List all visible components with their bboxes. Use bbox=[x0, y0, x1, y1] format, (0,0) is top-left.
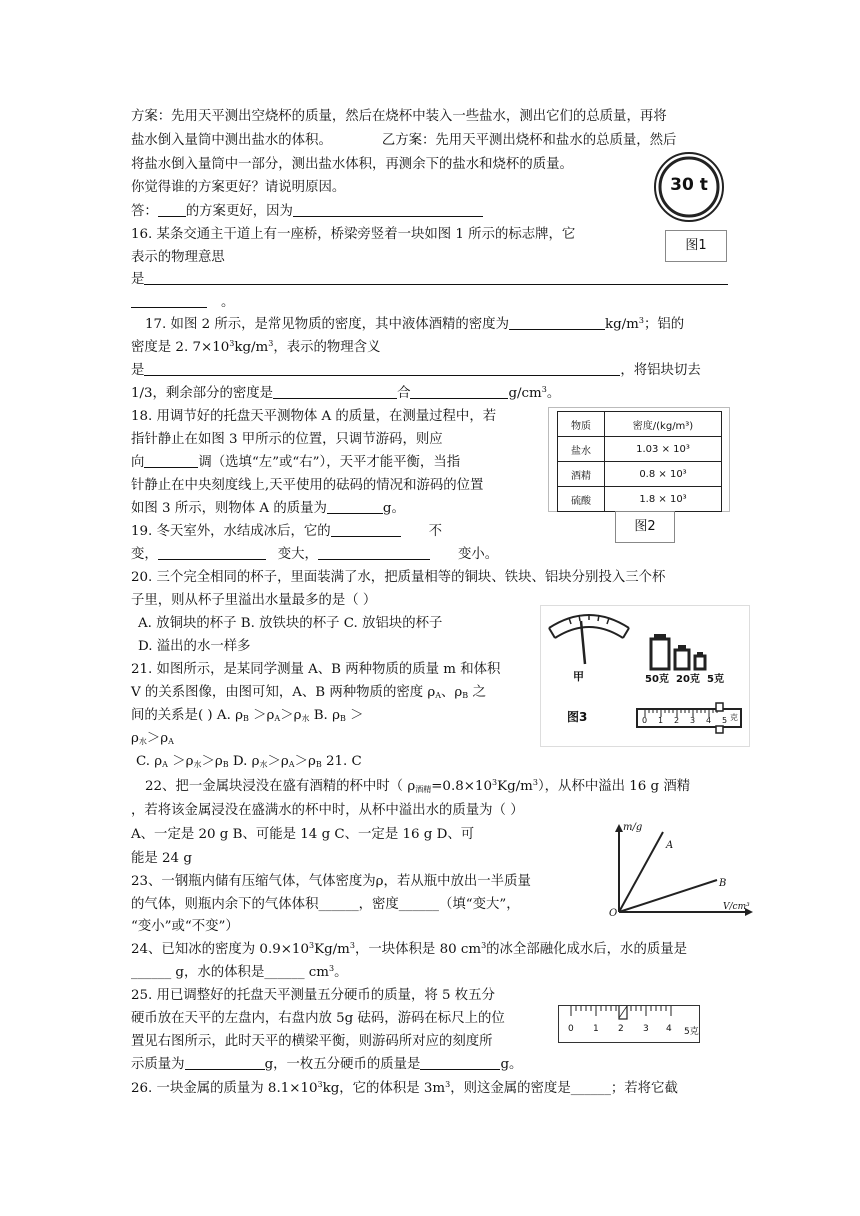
text-line: 变， 变大， 变小。 bbox=[131, 547, 499, 562]
text-line: ______ g，水的体积是______ $cm^3$。 bbox=[131, 964, 348, 980]
answer-blank[interactable] bbox=[131, 294, 207, 308]
scale-tick-label: 2 bbox=[618, 1024, 624, 1034]
scale-tick-label: 0 bbox=[642, 716, 648, 725]
figure-2-caption: 图2 bbox=[615, 511, 675, 543]
scale-tick-label: 1 bbox=[593, 1024, 599, 1034]
answer-blank[interactable] bbox=[158, 203, 186, 217]
table-row bbox=[558, 487, 722, 512]
scale-tick-label: 0 bbox=[568, 1024, 574, 1034]
sign-text: 30 t bbox=[670, 175, 708, 195]
text-line: 25. 用已调整好的托盘天平测量五分硬币的质量，将 5 枚五分 bbox=[131, 988, 495, 1003]
answer-blank[interactable] bbox=[293, 203, 483, 217]
graph-ylabel: m/g bbox=[623, 822, 643, 833]
weight-limit-sign bbox=[652, 150, 726, 224]
text-line: “变小”或“不变”） bbox=[131, 919, 239, 934]
text-line: 向 调（选填“左”或“右”），天平才能平衡，当指 bbox=[131, 455, 461, 470]
table-row bbox=[558, 437, 722, 462]
text-line: 如图 3 所示，则物体 A 的质量为 g。 bbox=[131, 501, 405, 516]
table-row bbox=[558, 462, 722, 487]
answer-blank[interactable] bbox=[410, 385, 508, 399]
text-line: D. 溢出的水一样多 bbox=[138, 639, 251, 654]
answer-blank[interactable] bbox=[331, 523, 401, 537]
text-line: 21. 如图所示，是某同学测量 A、B 两种物质的质量 m 和体积 bbox=[131, 662, 501, 677]
text-line: ，若将该金属浸没在盛满水的杯中时，从杯中溢出水的质量为（ ） bbox=[131, 803, 524, 818]
scale-tick-label: 4 bbox=[666, 1024, 672, 1034]
text-line: 24、已知冰的密度为 $0.9\times 10^3Kg/m^3$，一块体积是 80 $cm^3$的冰全部融化成水后，水的质量是 bbox=[131, 941, 688, 957]
density-table-figure bbox=[548, 407, 730, 512]
scale-unit: 克 bbox=[730, 713, 738, 722]
mass-volume-graph bbox=[605, 820, 755, 920]
scale-tick-label: 3 bbox=[643, 1024, 649, 1034]
table-header-cell: 密度/(kg/m³) bbox=[605, 412, 722, 437]
line-a-label: A bbox=[666, 840, 674, 851]
text-line: 18. 用调节好的托盘天平测物体 A 的质量，在测量过程中，若 bbox=[131, 409, 497, 424]
text-line: 示质量为 g，一枚五分硬币的质量是 g。 bbox=[131, 1057, 523, 1072]
text-line: 答： 的方案更好，因为 bbox=[131, 203, 483, 221]
text-line: 将盐水倒入量筒中一部分，测出盐水体积，再测余下的盐水和烧杯的质量。 bbox=[131, 157, 573, 172]
table-cell: 硫酸 bbox=[558, 487, 605, 512]
text-line: 硬币放在天平的左盘内，右盘内放 5g 砝码，游码在标尺上的位 bbox=[131, 1011, 505, 1026]
density-table bbox=[557, 411, 722, 512]
text-line: 密度是 2. $7\times 10^3kg/m^3$，表示的物理含义 bbox=[131, 339, 381, 355]
text-line: 是 ，将铝块切去 bbox=[131, 363, 701, 378]
graph-xlabel: V/cm³ bbox=[723, 902, 750, 912]
text-line: 针静止在中央刻度线上,天平使用的砝码的情况和游码的位置 bbox=[131, 478, 484, 493]
text-line: A. 放铜块的杯子 B. 放铁块的杯子 C. 放铝块的杯子 bbox=[138, 616, 443, 631]
text-line: 表示的物理意思 bbox=[131, 250, 225, 265]
scale-tick-label: 4 bbox=[706, 716, 712, 725]
text-line: 。 bbox=[131, 294, 234, 312]
answer-blank[interactable] bbox=[144, 454, 198, 468]
text-line: 间的关系是( ) A. $\rho_B >\rho_A>\rho_水$ B. $\rho_B$ ＞ bbox=[131, 708, 364, 723]
line-b-label: B bbox=[719, 878, 727, 889]
table-cell: 盐水 bbox=[558, 437, 605, 462]
answer-blank[interactable] bbox=[420, 1056, 500, 1070]
answer-blank[interactable] bbox=[509, 316, 605, 330]
text-line: 子里，则从杯子里溢出水量最多的是（ ） bbox=[131, 593, 377, 608]
text-line: A、一定是 20 g B、可能是 14 g C、一定是 16 g D、可 bbox=[131, 827, 475, 842]
text-line: V 的关系图像，由图可知，A、B 两种物质的密度 $\rho_A$、$\rho_B$ 之 bbox=[131, 685, 486, 700]
answer-blank[interactable] bbox=[158, 546, 266, 560]
scale-tick-label: 5克 bbox=[684, 1027, 699, 1037]
table-cell: 酒精 bbox=[558, 462, 605, 487]
rider-scale-figure bbox=[558, 1005, 700, 1043]
text-line: 19. 冬天室外，水结成冰后，它的 不 bbox=[131, 524, 443, 539]
balance-figure bbox=[540, 605, 750, 747]
answer-blank[interactable] bbox=[327, 500, 383, 514]
text-line: 你觉得谁的方案更好？请说明原因。 bbox=[131, 180, 346, 195]
table-header-cell: 物质 bbox=[558, 412, 605, 437]
text-line: 指针静止在如图 3 甲所示的位置，只调节游码，则应 bbox=[131, 432, 443, 447]
scale-tick-label: 5 bbox=[722, 716, 728, 725]
text-line: 1/3，剩余部分的密度是 合 $g/cm^3$。 bbox=[131, 385, 561, 401]
scale-tick-label: 2 bbox=[674, 716, 680, 725]
weight-label: 50克 bbox=[645, 674, 669, 685]
text-line: 17. 如图 2 所示，是常见物质的密度，其中液体酒精的密度为 $kg/m^3$；铝的 bbox=[145, 316, 685, 332]
text-line: 22、把一金属块浸没在盛有酒精的杯中时（ $\rho_{酒精}=0.8\times 10^3Kg/m^3$），从杯中溢出 16 g 酒精 bbox=[145, 778, 691, 794]
answer-blank[interactable] bbox=[185, 1056, 265, 1070]
text-line: 能是 24 g bbox=[131, 851, 192, 866]
graph-origin: O bbox=[609, 908, 618, 919]
table-cell: 1.8 × 10³ bbox=[605, 487, 722, 512]
scale-tick-label: 3 bbox=[690, 716, 696, 725]
text-line: 20. 三个完全相同的杯子，里面装满了水，把质量相等的铜块、铁块、铝块分别投入三个杯 bbox=[131, 570, 666, 585]
weight-label: 20克 bbox=[676, 674, 700, 685]
text-line: 的气体，则瓶内余下的气体体积______，密度______（填“变大”， bbox=[131, 897, 520, 912]
weight-label: 5克 bbox=[707, 674, 724, 685]
rider-scale-icon bbox=[559, 1006, 699, 1042]
figure-3-caption: 图3 bbox=[567, 710, 588, 724]
answer-blank[interactable] bbox=[144, 271, 728, 285]
answer-blank[interactable] bbox=[273, 385, 397, 399]
text-line: 26. 一块金属的质量为 $8.1\times 10^3kg$，它的体积是 $3m^3$，则这金属的密度是______；若将它截 bbox=[131, 1080, 678, 1096]
pointer-label: 甲 bbox=[573, 670, 584, 683]
text-line: 是 bbox=[131, 271, 728, 289]
answer-blank[interactable] bbox=[144, 362, 620, 376]
table-row bbox=[558, 412, 722, 437]
text-line: 盐水倒入量筒中测出盐水的体积。 乙方案：先用天平测出烧杯和盐水的总质量，然后 bbox=[131, 133, 677, 148]
text-line: 置见右图所示，此时天平的横梁平衡，则游码所对应的刻度所 bbox=[131, 1034, 493, 1049]
text-line: 23、一钢瓶内储有压缩气体，气体密度为ρ，若从瓶中放出一半质量 bbox=[131, 874, 531, 889]
text-line: 方案：先用天平测出空烧杯的质量，然后在烧杯中装入一些盐水，测出它们的总质量，再将 bbox=[131, 109, 667, 124]
figure-1-caption: 图1 bbox=[665, 230, 727, 262]
text-line: C. $\rho_A >\rho_水>\rho_B$ D. $\rho_水>\rho_A>\rho_B$ 21. C bbox=[136, 754, 362, 769]
answer-blank[interactable] bbox=[318, 546, 430, 560]
table-cell: 0.8 × 10³ bbox=[605, 462, 722, 487]
text-line: $\rho_水>\rho_A$ bbox=[131, 731, 174, 746]
scale-tick-label: 1 bbox=[658, 716, 664, 725]
table-cell: 1.03 × 10³ bbox=[605, 437, 722, 462]
text-line: 16. 某条交通主干道上有一座桥，桥梁旁竖着一块如图 1 所示的标志牌，它 bbox=[131, 227, 576, 242]
